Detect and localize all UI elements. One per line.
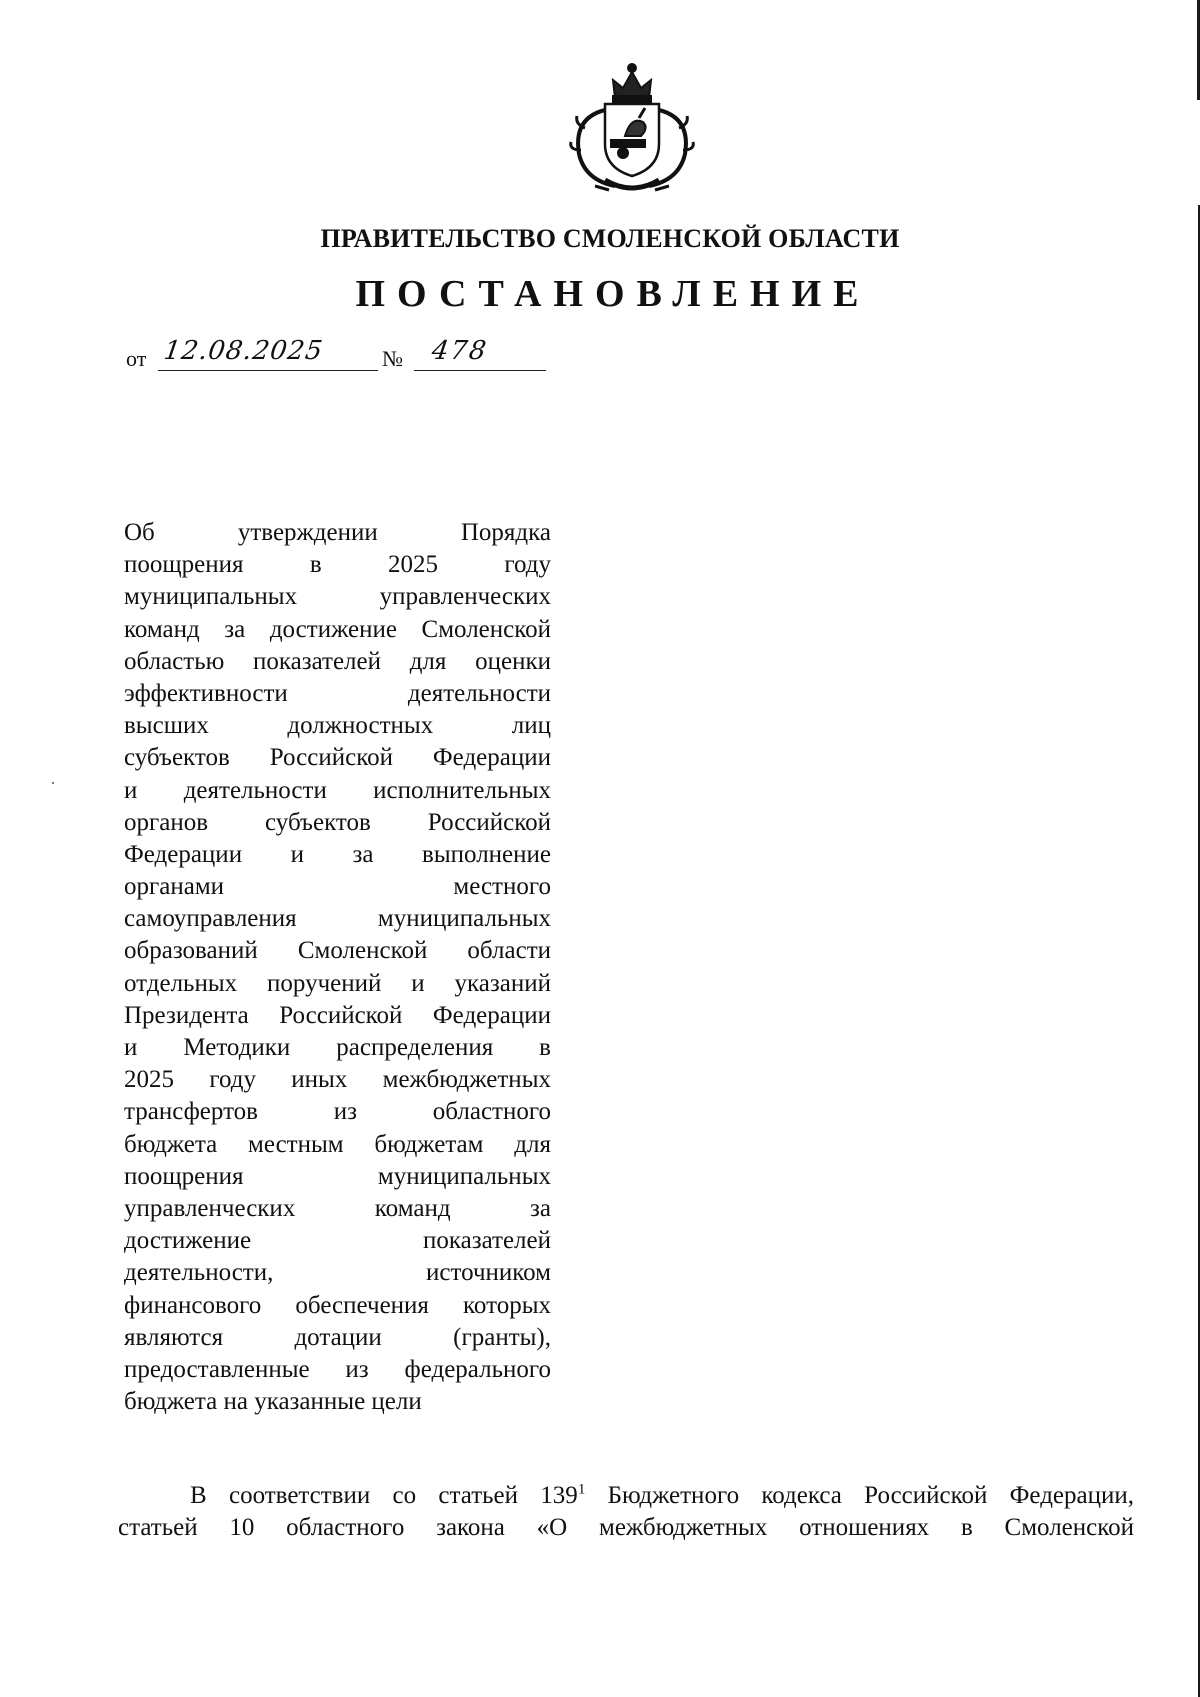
subject-line: муниципальных управленческих <box>124 583 551 611</box>
subject-line: Федерации и за выполнение <box>124 840 551 868</box>
subject-line: и деятельности исполнительных <box>124 776 551 804</box>
from-label: от <box>126 346 147 371</box>
body-line <box>118 1480 1134 1512</box>
subject-line: 2025 году иных межбюджетных <box>124 1066 551 1094</box>
subject-line: субъектов Российской Федерации <box>124 744 551 772</box>
body-line: статьей 10 областного закона «О межбюджетных отношениях в Смоленской <box>118 1514 1134 1541</box>
date-underline <box>158 370 378 371</box>
subject-line: являются дотации (гранты), <box>124 1323 551 1351</box>
document-subject <box>124 517 551 1418</box>
subject-line: поощрения в 2025 году <box>124 551 551 579</box>
subject-line: финансового обеспечения которых <box>124 1291 551 1319</box>
subject-line: отдельных поручений и указаний <box>124 969 551 997</box>
smolensk-coat-of-arms-icon <box>565 58 699 194</box>
subject-line: бюджета местным бюджетам для <box>124 1130 551 1158</box>
subject-line: эффективности деятельности <box>124 679 551 707</box>
subject-line: областью показателей для оценки <box>124 647 551 675</box>
subject-line: органами местного <box>124 873 551 901</box>
subject-line: Президента Российской Федерации <box>124 1001 551 1029</box>
body-text <box>118 1480 1134 1544</box>
date-number-line <box>126 338 556 378</box>
subject-line: Об утверждении Порядка <box>124 519 551 546</box>
number-label: № <box>382 346 403 371</box>
organization-title: ПРАВИТЕЛЬСТВО СМОЛЕНСКОЙ ОБЛАСТИ <box>320 224 900 253</box>
subject-line: образований Смоленской области <box>124 937 551 965</box>
subject-line: команд за достижение Смоленской <box>124 615 551 643</box>
subject-line: достижение показателей <box>124 1227 551 1255</box>
document-type-title: ПОСТАНОВЛЕНИЕ <box>355 273 871 315</box>
number-underline <box>414 370 546 371</box>
body-line-text: Бюджетного кодекса Российской Федерации, <box>585 1482 1134 1509</box>
subject-line: управленческих команд за <box>124 1194 551 1222</box>
scan-speck <box>52 782 54 784</box>
subject-line: бюджета на указанные цели <box>124 1388 422 1416</box>
subject-line: самоуправления муниципальных <box>124 905 551 933</box>
subject-line: поощрения муниципальных <box>124 1162 551 1190</box>
handwritten-date: 12.08.2025 <box>161 336 325 366</box>
subject-line: деятельности, источником <box>124 1259 551 1287</box>
superscript: 1 <box>577 1481 586 1498</box>
subject-line: трансфертов из областного <box>124 1098 551 1126</box>
subject-line: предоставленные из федерального <box>124 1355 551 1383</box>
subject-line: и Методики распределения в <box>124 1034 551 1061</box>
handwritten-number: 478 <box>429 336 490 366</box>
body-line-text: В соответствии со статьей 139 <box>190 1482 578 1509</box>
subject-line: органов субъектов Российской <box>124 808 551 836</box>
subject-line: высших должностных лиц <box>124 712 551 740</box>
